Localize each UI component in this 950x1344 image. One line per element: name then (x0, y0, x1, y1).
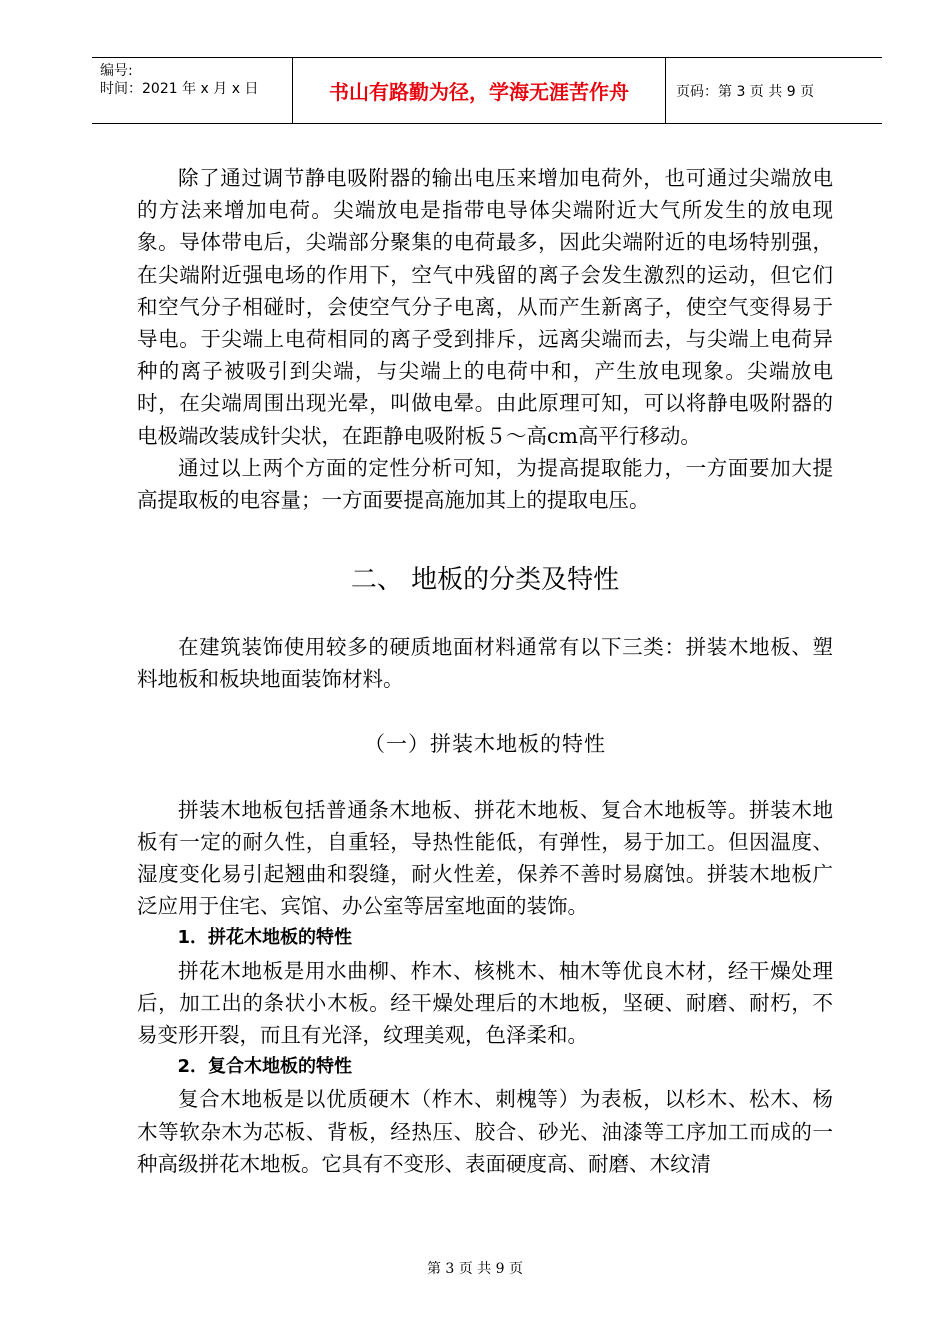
page-footer: 第 3 页 共 9 页 (426, 1261, 524, 1277)
item-title-composite: 2．复合木地板的特性 (177, 1056, 353, 1078)
paragraph-composite: 复合木地板是以优质硬木（柞木、刺槐等）为表板，以杉木、松木、杨木等软杂木为芯板、背板，经热压、胶合、砂光、油漆等工序加工而成的一种高级拼花木地板。它具有不变形、表面硬度高、耐磨、木纹清 (137, 1087, 833, 1176)
header-meta (92, 58, 293, 123)
paragraph-wood-floor: 拼装木地板包括普通条木地板、拼花木地板、复合木地板等。拼装木地板有一定的耐久性，自重轻，导热性能低，有弹性，易于加工。但因温度、湿度变化易引起翘曲和裂缝，耐火性差，保养不善时易腐蚀。拼装木地板广泛应用于住宅、宾馆、办公室等居室地面的装饰。 (137, 797, 833, 919)
section-title: 二、 地板的分类及特性 (350, 565, 620, 596)
document-time: 时间：2021 年 x 月 x 日 (100, 81, 259, 97)
item-title-parquet: 1．拼花木地板的特性 (177, 927, 353, 949)
page-header (92, 57, 882, 124)
subsection-title: （一）拼装木地板的特性 (364, 731, 606, 756)
paragraph-floor-categories: 在建筑装饰使用较多的硬质地面材料通常有以下三类：拼装木地板、塑料地板和板块地面装饰材料。 (137, 635, 833, 692)
header-page-info: 页码：第 3 页 共 9 页 (676, 83, 815, 100)
document-number-label: 编号: (100, 63, 133, 79)
paragraph-parquet: 拼花木地板是用水曲柳、柞木、核桃木、柚木等优良木材，经干燥处理后，加工出的条状小木板。经干燥处理后的木地板，坚硬、耐磨、耐朽，不易变形开裂，而且有光泽，纹理美观，色泽柔和。 (137, 958, 833, 1048)
document-body (137, 162, 833, 1180)
paragraph-tip-discharge: 除了通过调节静电吸附器的输出电压来增加电荷外，也可通过尖端放电的方法来增加电荷。尖端放电是指带电导体尖端附近大气所发生的放电现象。导体带电后，尖端部分聚集的电荷最多，因此尖端附近的电场特别强，在尖端附近强电场的作用下，空气中残留的离子会发生激烈的运动，但它们和空气分子相碰时，会使空气分子电离，从而产生新离子，使空气变得易于导电。于尖端上电荷相同的离子受到排斥，远离尖端而去，与尖端上电荷异种的离子被吸引到尖端，与尖端上的电荷中和，产生放电现象。尖端放电时，在尖端周围出现光晕，叫做电晕。由此原理可知，可以将静电吸附器的电极端改装成针尖状，在距静电吸附板５～高cm高平行移动。 (137, 166, 833, 448)
paragraph-conclusion: 通过以上两个方面的定性分析可知，为提高提取能力，一方面要加大提高提取板的电容量；一方面要提高施加其上的提取电压。 (137, 455, 833, 513)
header-motto: 书山有路勤为径，学海无涯苦作舟 (293, 58, 666, 123)
